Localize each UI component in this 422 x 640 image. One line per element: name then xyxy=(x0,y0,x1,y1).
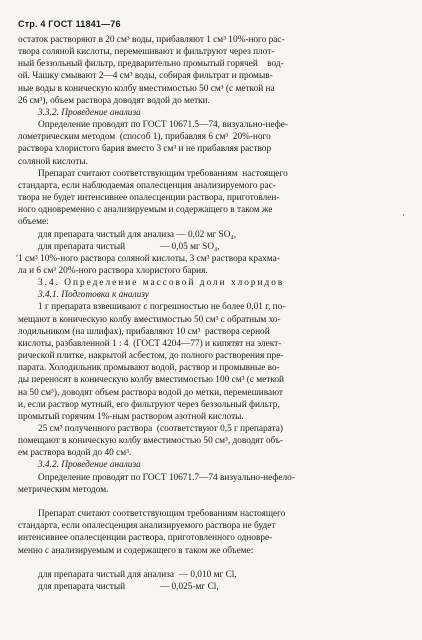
text-line: мещают в коническую колбу вместимостью 50 см³ с обратным хо- xyxy=(18,314,281,325)
text-line: твора не будет интенсивнее опалесценции раствора, приготовлен- xyxy=(18,193,280,204)
text-line: промытый горячим 1%-ным раствором азотной кислоты. xyxy=(18,411,244,422)
text-line: для препарата чистый — 0,025-мг Cl, xyxy=(38,582,219,592)
text-line: остаток растворяют в 20 см³ воды, прибавляют 1 см³ 10%-ного рас- xyxy=(18,35,285,45)
text-line: лометрическим методом (способ 1), прибавляя 6 см³ 20%-ного xyxy=(18,132,271,143)
text-line: 25 см³ полученного раствора (соответствуют 0,5 г препарата) xyxy=(38,424,283,434)
page-header xyxy=(18,4,414,34)
text-line: 3.4. Определение массовой доли хлоридов xyxy=(38,278,285,289)
scan-mark: · xyxy=(402,210,405,220)
text-line: ного одновременно с анализируемым и содержащего в таком же xyxy=(18,205,273,216)
text-line: раствора хлористого бария вместо 3 см³ и не прибавляя раствор xyxy=(18,144,272,155)
document-body xyxy=(18,34,414,593)
text-line: помещают в коническую колбу вместимостью 50 см³, доводят объ- xyxy=(18,436,284,447)
text-line: лодильником (на шлифах), прибавляют 10 см³ раствора серной xyxy=(18,326,270,337)
text-line: ой. Чашку смывают 2—4 см³ воды, собирая фильтрат и промыв- xyxy=(18,71,273,82)
scan-mark: ʹ xyxy=(16,253,18,263)
paragraph-gap xyxy=(18,557,414,569)
text-line: метрическим методом. xyxy=(18,484,109,495)
text-line: 1 г препарата взвешивают с погрешностью не более 0,01 г, по- xyxy=(38,302,286,313)
text-line: Определение проводят по ГОСТ 10671.7—74 визуально-нефело- xyxy=(38,472,295,483)
text-line: 3.3.2. Проведение анализа xyxy=(38,107,141,118)
text-line: рической плитке, накрытой асбестом, до полного растворения пре- xyxy=(18,351,284,362)
page-header-title: Стр. 4 ГОСТ 11841—76 xyxy=(18,19,121,29)
text-line: 1 см³ 10%-ного раствора соляной кислоты, 3 см³ раствора крахма- xyxy=(18,253,280,264)
text-line: Препарат считают соответствующим требованиям настоящего xyxy=(38,168,288,179)
text-line: для препарата чистый для анализа — 0,010 мг Cl, xyxy=(38,569,237,580)
text-line: интенсивнее опалесценции раствора, приготовленного одновре- xyxy=(18,533,273,544)
text-line: для препарата чистый — 0,05 мг SO₄, xyxy=(38,241,220,252)
text-line: для препарата чистый для анализа — 0,02 мг SO₄, xyxy=(38,229,237,240)
text-line: менно с анализируемым и содержащего в таком же объеме: xyxy=(18,545,254,556)
text-line: соляной кислоты. xyxy=(18,156,88,167)
text-line: 26 см³), объем раствора доводят водой до метки. xyxy=(18,95,210,106)
text-line: 3.4.1. Подготовка к анализу xyxy=(38,290,149,301)
document-page xyxy=(18,4,414,593)
text-line: и, если раствор мутный, его фильтруют через беззольный фильтр, xyxy=(18,399,280,410)
text-line: ла и 6 см³ 20%-ного раствора хлористого бария. xyxy=(18,265,208,276)
text-line: Препарат считают соответствующим требованиям настоящего xyxy=(38,509,286,520)
text-line: ды переносят в коническую колбу вместимостью 100 см³ (с меткой xyxy=(18,375,284,386)
text-line: Определение проводят по ГОСТ 10671.5—74, визуально-нефе- xyxy=(38,120,288,131)
text-line: ные воды в коническую колбу вместимостью 50 см³ (с меткой на xyxy=(18,83,275,94)
text-line: твора соляной кислоты, перемешивают и фильтруют через плот- xyxy=(18,47,275,58)
text-line: парата. Холодильник промывают водой, раствор и промывные во- xyxy=(18,363,280,374)
text-line: стандарта, если опалесценция анализируемого раствора не будет xyxy=(18,521,276,532)
text-line: объеме: xyxy=(18,217,49,228)
paragraph-gap xyxy=(18,496,414,508)
text-line: 3.4.2. Проведение анализа xyxy=(38,460,141,471)
text-line: на 50 см³), доводят объем раствора водой до метки, перемешивают xyxy=(18,387,283,398)
text-line: стандарта, если наблюдаемая опалесценция анализируемого рас- xyxy=(18,180,276,191)
text-line: ем раствора водой до 40 см³. xyxy=(18,448,132,459)
text-line: кислоты, разбавленной 1 : 4 (ГОСТ 4204—77) и кипятят на элект- xyxy=(18,338,282,349)
text-line: ный беззольный фильтр, предварительно промытый горячей вод- xyxy=(18,59,284,70)
